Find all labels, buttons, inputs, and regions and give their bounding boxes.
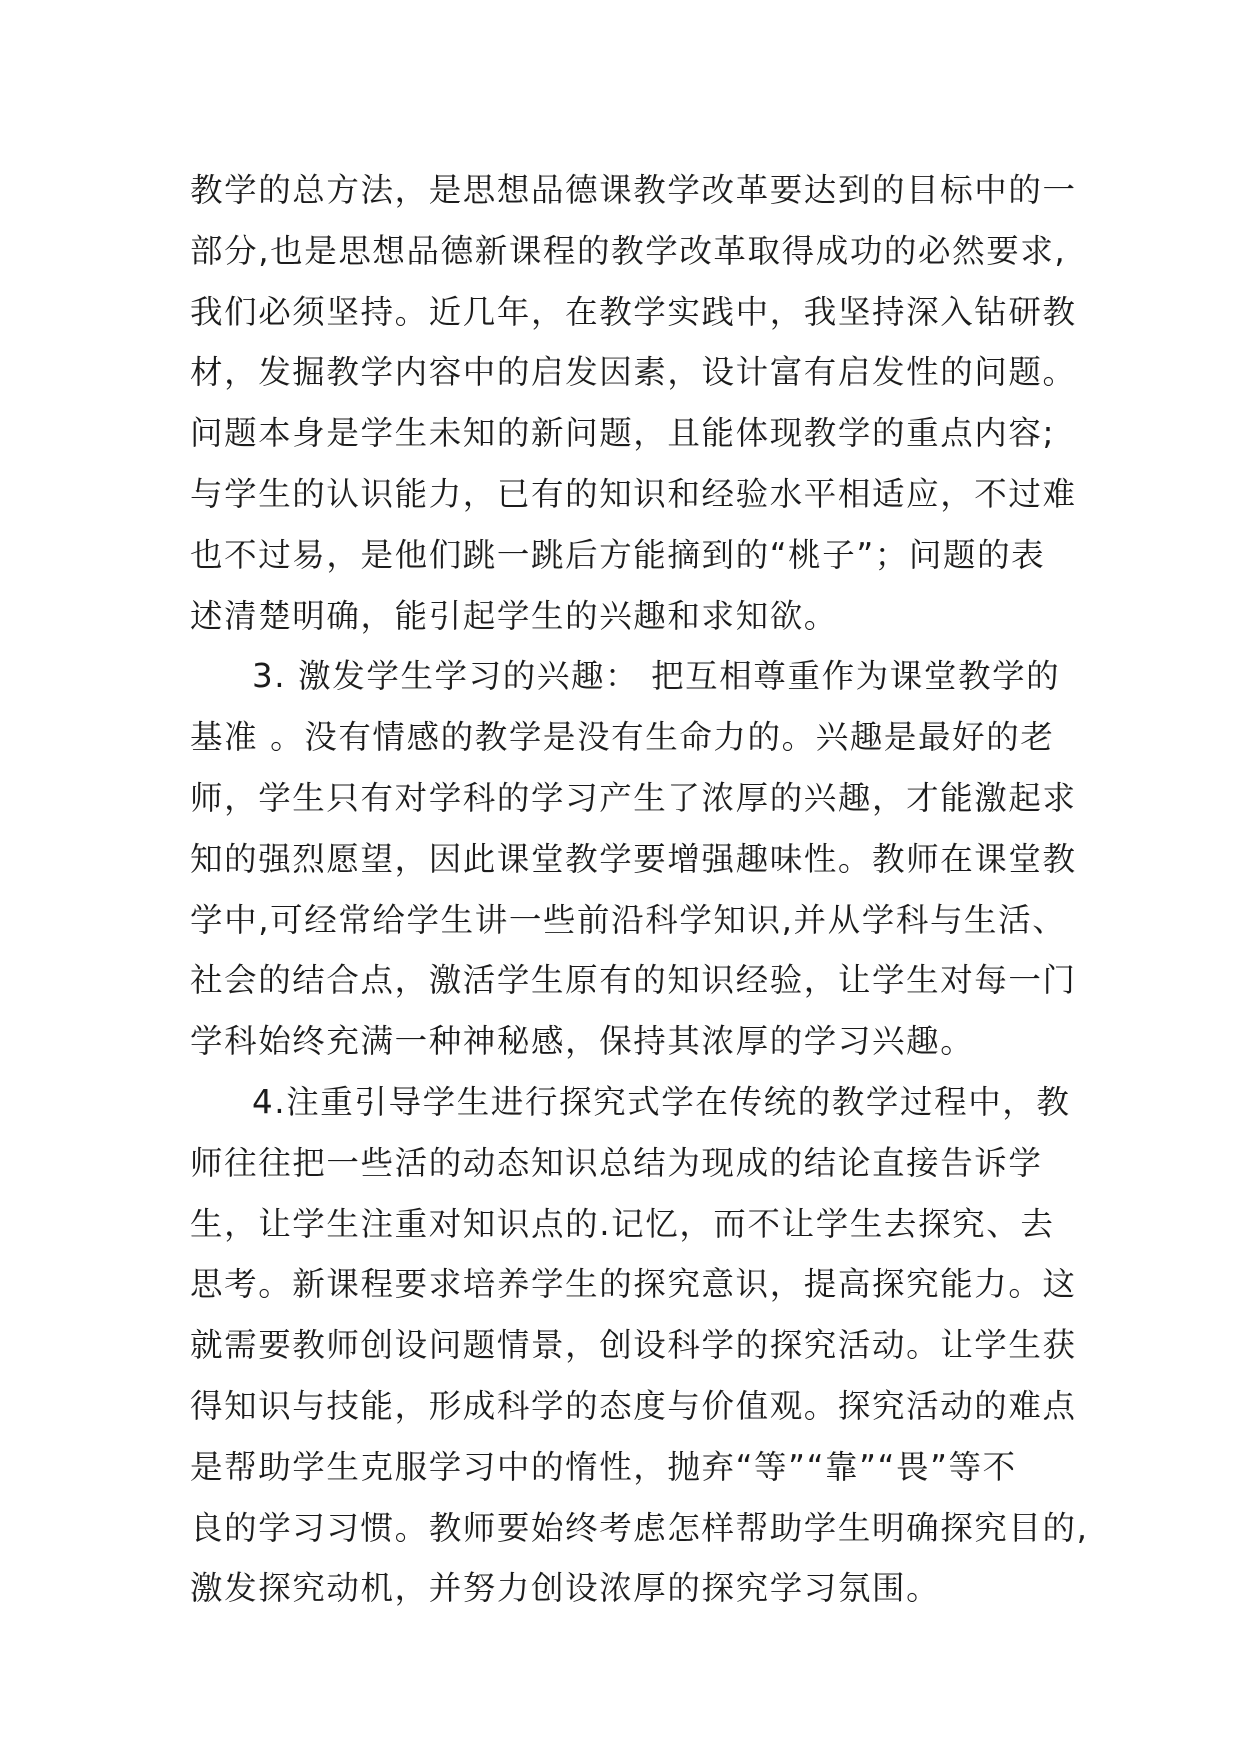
paragraph-line: 我们必须坚持。近几年，在教学实践中，我坚持深入钻研教 — [190, 292, 1077, 331]
paragraph-line: 师往往把一些活的动态知识总结为现成的结论直接告诉学 — [190, 1143, 1043, 1182]
paragraph-line: 生，让学生注重对知识点的.记忆，而不让学生去探究、去 — [190, 1204, 1055, 1243]
paragraph-line: 学中,可经常给学生讲一些前沿科学知识,并从学科与生活、 — [190, 900, 1067, 939]
paragraph-line: 述清楚明确，能引起学生的兴趣和求知欲。 — [190, 596, 838, 635]
paragraph-line: 社会的结合点，激活学生原有的知识经验，让学生对每一门 — [190, 961, 1077, 1000]
paragraph-line: 问题本身是学生未知的新问题，且能体现教学的重点内容; — [190, 414, 1056, 453]
paragraph-line: 得知识与技能，形成科学的态度与价值观。探究活动的难点 — [190, 1386, 1077, 1425]
paragraph-line: 是帮助学生克服学习中的惰性，抛弃“等”“靠”“畏”等不 — [190, 1447, 1017, 1486]
paragraph-line: 与学生的认识能力，已有的知识和经验水平相适应，不过难 — [190, 474, 1077, 513]
paragraph-line: 良的学习习惯。教师要始终考虑怎样帮助学生明确探究目的, — [190, 1508, 1089, 1547]
paragraph-line: 激发探究动机，并努力创设浓厚的探究学习氛围。 — [190, 1569, 941, 1608]
paragraph-line: 知的强烈愿望，因此课堂教学要增强趣味性。教师在课堂教 — [190, 839, 1077, 878]
paragraph-first-line: 4.注重引导学生进行探究式学在传统的教学过程中，教 — [252, 1082, 1071, 1121]
paragraph-line: 师，学生只有对学科的学习产生了浓厚的兴趣，才能激起求 — [190, 778, 1077, 817]
paragraph-line: 材，发掘教学内容中的启发因素，设计富有启发性的问题。 — [190, 353, 1077, 392]
paragraph-line: 也不过易，是他们跳一跳后方能摘到的“桃子”；问题的表 — [190, 535, 1046, 574]
paragraph-line: 思考。新课程要求培养学生的探究意识，提高探究能力。这 — [190, 1265, 1077, 1304]
body-text — [190, 160, 1089, 1619]
paragraph-line: 教学的总方法，是思想品德课教学改革要达到的目标中的一 — [190, 171, 1077, 209]
paragraph-line: 学科始终充满一种神秘感，保持其浓厚的学习兴趣。 — [190, 1022, 975, 1061]
paragraph-1 — [190, 160, 1080, 646]
paragraph-3 — [190, 1072, 1089, 1619]
paragraph-line: 基准 。没有情感的教学是没有生命力的。兴趣是最好的老 — [190, 718, 1055, 757]
paragraph-line: 就需要教师创设问题情景，创设科学的探究活动。让学生获 — [190, 1326, 1077, 1365]
paragraph-line: 部分,也是思想品德新课程的教学改革取得成功的必然要求, — [190, 231, 1067, 270]
paragraph-first-line: 3. 激发学生学习的兴趣： 把互相尊重作为课堂教学的 — [252, 657, 1061, 696]
paragraph-2 — [190, 646, 1080, 1072]
